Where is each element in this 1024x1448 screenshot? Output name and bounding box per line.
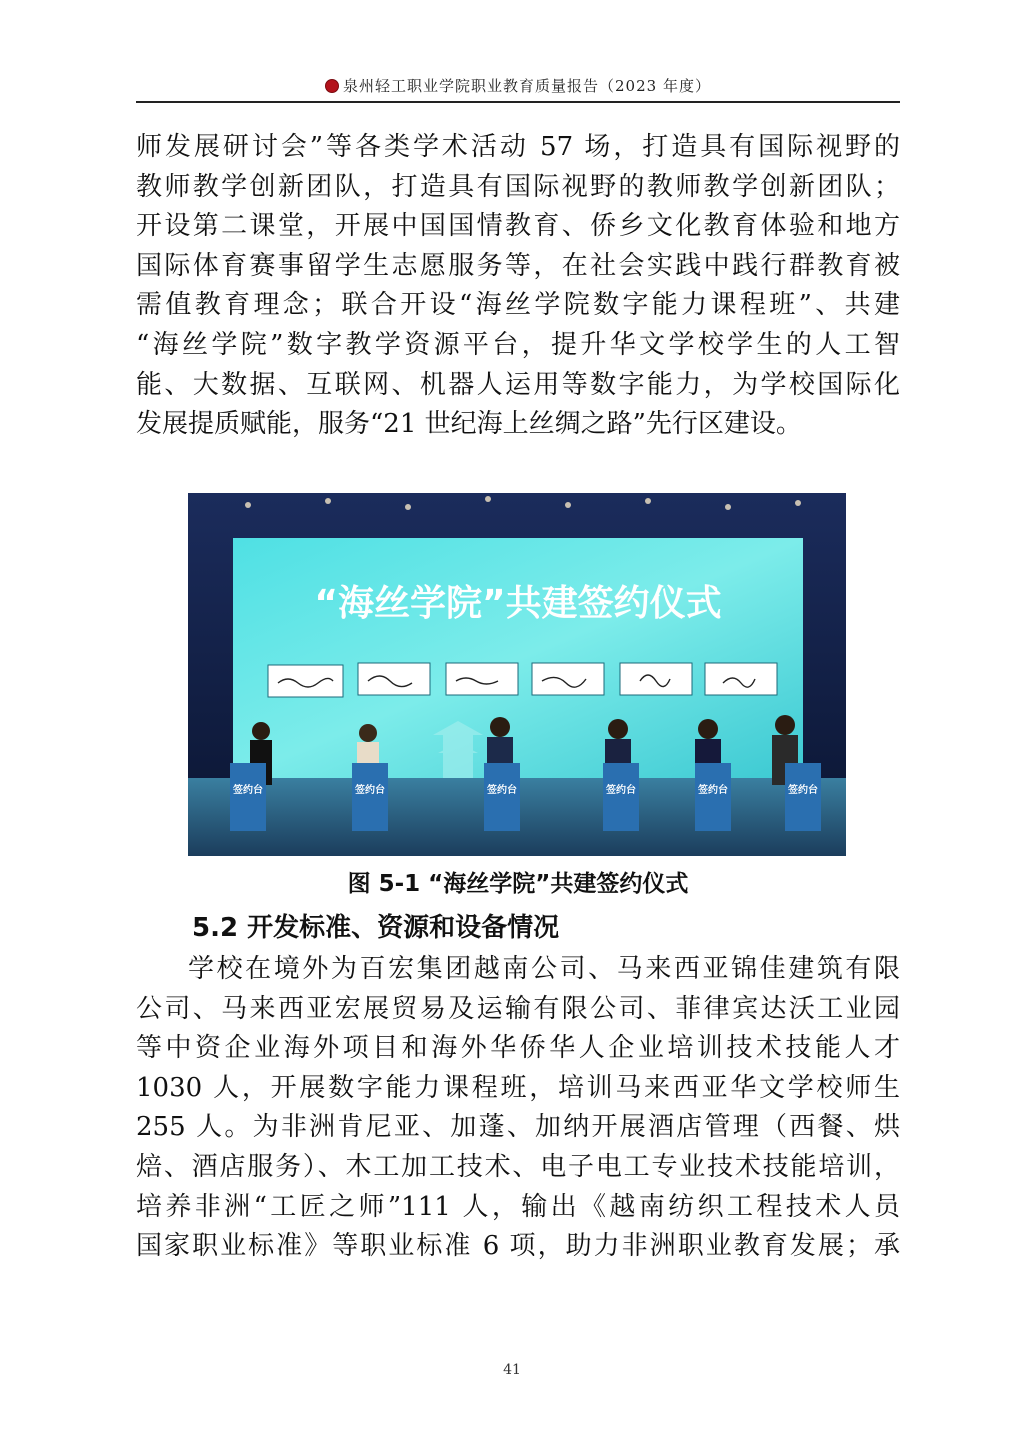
text-line: 国家职业标准》等职业标准 6 项，助力非洲职业教育发展；承 [136, 1231, 900, 1262]
section-heading: 5.2 开发标准、资源和设备情况 [192, 913, 560, 943]
podium-label: 签约台 [233, 785, 263, 796]
figure-caption: 图 5-1 “海丝学院”共建签约仪式 [347, 871, 689, 897]
text-line: 等中资企业海外项目和海外华侨华人企业培训技术技能人才 [136, 1033, 900, 1064]
paragraph-top [136, 128, 900, 445]
text-line: 1030 人，开展数字能力课程班，培训马来西亚华文学校师生 [136, 1072, 900, 1103]
podium-label: 签约台 [606, 785, 636, 796]
school-logo-icon [325, 79, 339, 93]
page-header [136, 72, 900, 100]
signing-ceremony-photo [188, 493, 846, 856]
header-title: 泉州轻工职业学院职业教育质量报告（2023 年度） [343, 77, 711, 95]
text-line: 公司、马来西亚宏展贸易及运输有限公司、菲律宾达沃工业园 [136, 993, 900, 1024]
podium-label: 签约台 [487, 785, 517, 796]
podium-label: 签约台 [788, 785, 818, 796]
text-line: 开设第二课堂，开展中国国情教育、侨乡文化教育体验和地方 [136, 211, 900, 242]
paragraph-bottom [136, 950, 900, 1267]
header-rule [136, 101, 900, 103]
text-line: 能、大数据、互联网、机器人运用等数字能力，为学校国际化 [136, 369, 900, 400]
text-line: “海丝学院”数字教学资源平台，提升华文学校学生的人工智 [136, 329, 900, 360]
text-line: 需值教育理念；联合开设“海丝学院数字能力课程班”、共建 [136, 290, 900, 321]
text-line: 师发展研讨会”等各类学术活动 57 场，打造具有国际视野的 [136, 132, 900, 162]
text-line: 培养非洲“工匠之师”111 人，输出《越南纺织工程技术人员 [136, 1191, 900, 1222]
text-line: 焙、酒店服务）、木工加工技术、电子电工专业技术技能培训， [136, 1151, 900, 1182]
text-line: 国际体育赛事留学生志愿服务等，在社会实践中践行群教育被 [136, 250, 900, 281]
podium-label: 签约台 [355, 785, 385, 796]
screen-title: “海丝学院”共建签约仪式 [314, 583, 722, 624]
text-line: 255 人。为非洲肯尼亚、加蓬、加纳开展酒店管理（西餐、烘 [136, 1112, 900, 1143]
text-line: 教师教学创新团队，打造具有国际视野的教师教学创新团队； [136, 171, 900, 202]
text-line: 学校在境外为百宏集团越南公司、马来西亚锦佳建筑有限 [188, 954, 900, 984]
text-line: 发展提质赋能，服务“21 世纪海上丝绸之路”先行区建设。 [136, 409, 802, 440]
podium-label: 签约台 [698, 785, 728, 796]
page-number: 41 [503, 1362, 521, 1378]
